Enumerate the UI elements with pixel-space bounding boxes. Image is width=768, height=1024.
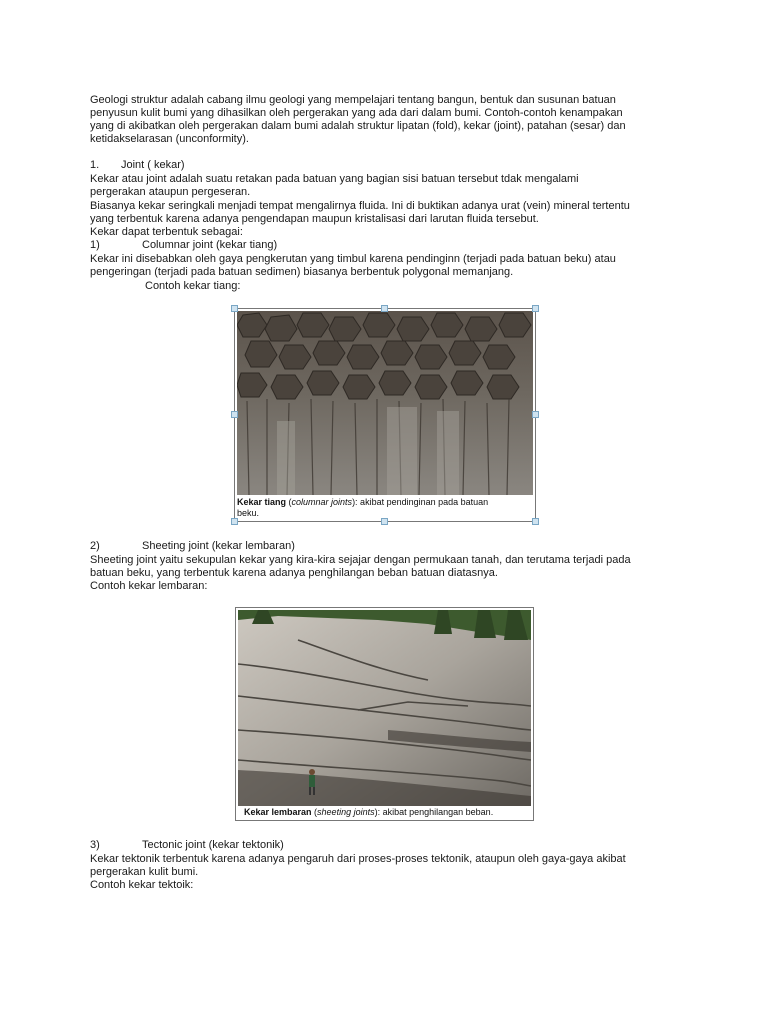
intro-line: Geologi struktur adalah cabang ilmu geologi yang mempelajari tentang bangun, bentuk dan susunan batuan bbox=[90, 94, 616, 106]
item-number: 2) bbox=[90, 540, 100, 552]
item-heading bbox=[90, 839, 284, 852]
body-line: Sheeting joint yaitu sekupulan kekar yang kira-kira sejajar dengan permukaan tanah, dan terutama terjadi pada bbox=[90, 554, 631, 566]
resize-handle[interactable] bbox=[532, 518, 539, 525]
resize-handle[interactable] bbox=[231, 411, 238, 418]
caption-text: ): akibat pendinginan pada batuan bbox=[352, 497, 489, 507]
item-number: 1) bbox=[90, 239, 100, 251]
section-number: 1. bbox=[90, 159, 100, 171]
resize-handle[interactable] bbox=[231, 305, 238, 312]
body-line: Kekar ini disebabkan oleh gaya pengkerutan yang timbul karena pendinginn (terjadi pada batuan beku) atau bbox=[90, 253, 616, 265]
caption-term: Kekar tiang bbox=[237, 497, 287, 507]
item-title: Sheeting joint (kekar lembaran) bbox=[142, 540, 295, 552]
body-line: Kekar tektonik terbentuk karena adanya pengaruh dari proses-proses tektonik, ataupun oleh gaya-gaya akibat bbox=[90, 853, 626, 865]
caption-paren: ( bbox=[286, 497, 292, 507]
resize-handle[interactable] bbox=[381, 305, 388, 312]
body-line: Contoh kekar tektoik: bbox=[90, 879, 194, 891]
figure-caption-line2: beku. bbox=[237, 508, 260, 518]
section-heading bbox=[90, 159, 185, 172]
body-line: Contoh kekar lembaran: bbox=[90, 580, 208, 592]
body-line: pergerakan ataupun pergeseran. bbox=[90, 186, 251, 198]
item-title: Columnar joint (kekar tiang) bbox=[142, 239, 278, 251]
item-heading bbox=[90, 239, 277, 252]
example-label: Contoh kekar tiang: bbox=[145, 280, 241, 292]
body-line: pergerakan kulit bumi. bbox=[90, 866, 199, 878]
resize-handle[interactable] bbox=[532, 411, 539, 418]
figure-caption bbox=[237, 497, 488, 508]
caption-text: ): akibat penghilangan beban. bbox=[374, 807, 494, 817]
item-title: Tectonic joint (kekar tektonik) bbox=[142, 839, 284, 851]
sheeting-joint-photo bbox=[238, 610, 531, 806]
section-title: Joint ( kekar) bbox=[121, 159, 185, 171]
intro-line: penyusun kulit bumi yang dihasilkan oleh pergerakan yang ada dari dalam bumi. Contoh-contoh kenampakan bbox=[90, 107, 623, 119]
body-line: batuan beku, yang terbentuk karena adanya penghilangan beban batuan diatasnya. bbox=[90, 567, 498, 579]
body-line: Biasanya kekar seringkali menjadi tempat mengalirnya fluida. Ini di buktikan adanya urat (vein) mineral tertentu bbox=[90, 200, 630, 212]
figure-columnar-joints[interactable] bbox=[234, 308, 536, 522]
caption-paren: ( bbox=[311, 807, 318, 817]
body-line: Kekar dapat terbentuk sebagai: bbox=[90, 226, 243, 238]
caption-term: Kekar lembaran bbox=[244, 807, 312, 817]
intro-line: ketidakselarasan (unconformity). bbox=[90, 133, 249, 145]
body-line: pengeringan (terjadi pada batuan sedimen) biasanya berbentuk polygonal memanjang. bbox=[90, 266, 514, 278]
resize-handle[interactable] bbox=[231, 518, 238, 525]
figure-caption bbox=[244, 807, 493, 818]
item-number: 3) bbox=[90, 839, 100, 851]
intro-line: yang di akibatkan oleh pergerakan dalam bumi adalah struktur lipatan (fold), kekar (joint), patahan (sesar) dan bbox=[90, 120, 626, 132]
columnar-joint-photo bbox=[237, 311, 533, 495]
body-line: yang terbentuk karena adanya pengendapan maupun kristalisasi dari larutan fluida tersebut. bbox=[90, 213, 539, 225]
caption-english-term: columnar joints bbox=[291, 497, 353, 507]
body-line: Kekar atau joint adalah suatu retakan pada batuan yang bagian sisi batuan tersebut tdak mengalami bbox=[90, 173, 579, 185]
caption-english-term: sheeting joints bbox=[317, 807, 375, 817]
resize-handle[interactable] bbox=[381, 518, 388, 525]
figure-sheeting-joints bbox=[235, 607, 534, 821]
resize-handle[interactable] bbox=[532, 305, 539, 312]
item-heading bbox=[90, 540, 295, 553]
